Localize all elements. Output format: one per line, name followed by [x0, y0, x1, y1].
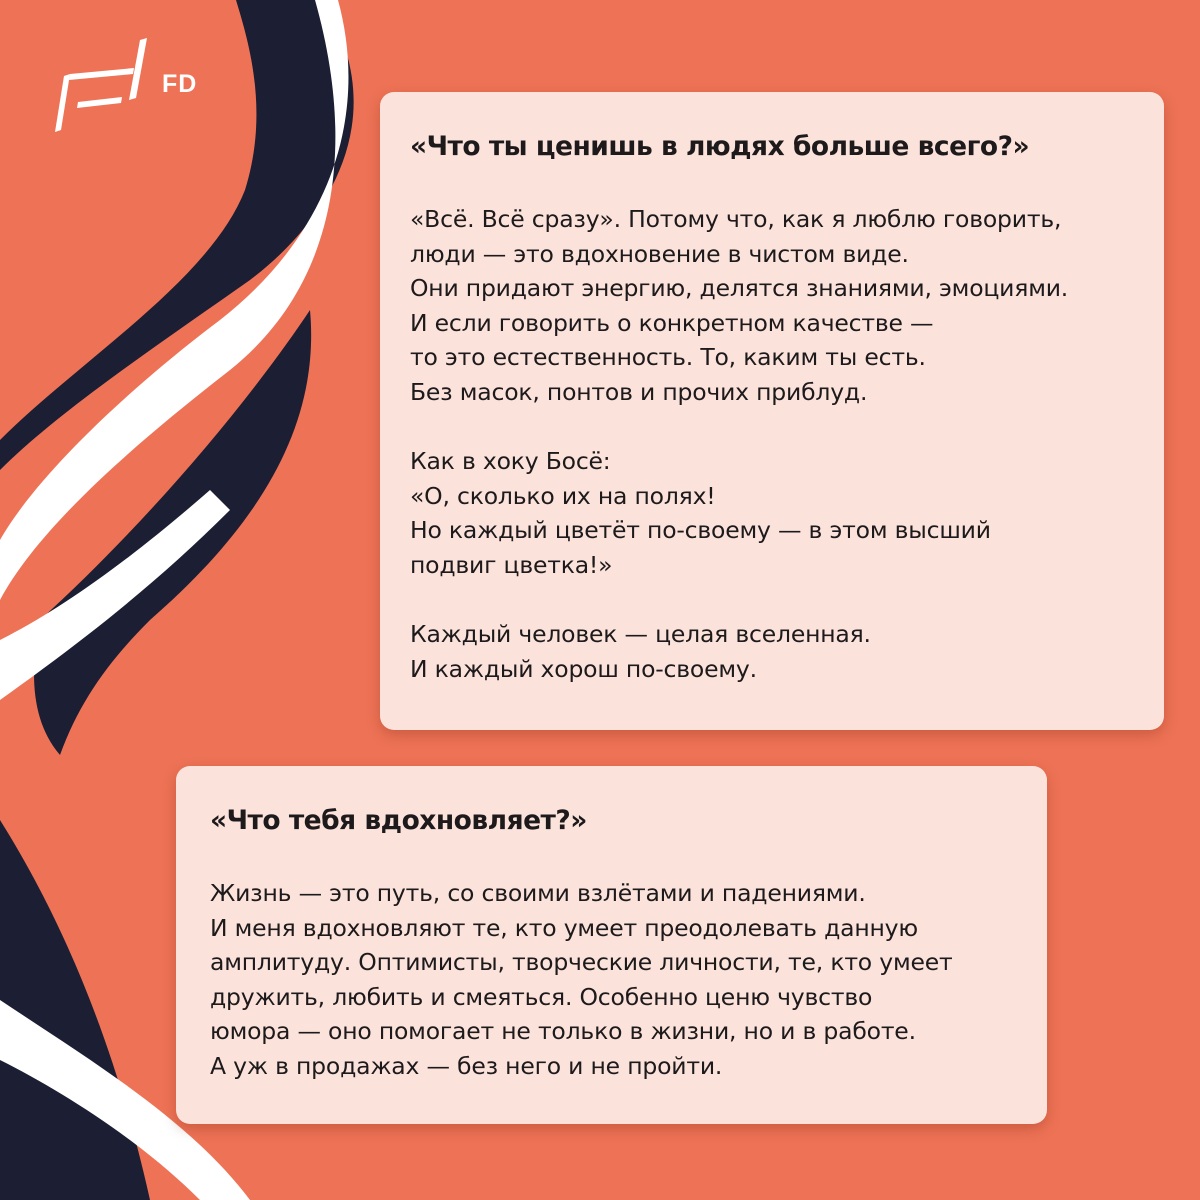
- body-line: Каждый человек — целая вселенная.: [410, 620, 871, 649]
- body-line: «Всё. Всё сразу». Потому что, как я люблю говорить,: [410, 205, 1062, 233]
- quote-card-values: [380, 92, 1164, 730]
- card-title: «Что тебя вдохновляет?»: [210, 805, 587, 836]
- body-line: И если говорить о конкретном качестве —: [410, 308, 934, 337]
- body-line: И каждый хорош по-своему.: [410, 654, 757, 683]
- body-line: И меня вдохновляют те, кто умеет преодолевать данную: [210, 913, 918, 942]
- body-line-blank: [410, 583, 1140, 618]
- card-body: [210, 876, 1023, 1084]
- body-line: А уж в продажах — без него и не пройти.: [210, 1051, 723, 1080]
- body-line: Как в хоку Босё:: [410, 447, 611, 476]
- body-line: Жизнь — это путь, со своими взлётами и падениями.: [210, 879, 866, 907]
- body-line: юмора — оно помогает не только в жизни, но и в работе.: [210, 1017, 916, 1046]
- fd-logo-mark: [52, 36, 232, 136]
- body-line: Но каждый цветёт по-своему — в этом высший: [410, 516, 991, 545]
- quote-card-inspiration: [176, 766, 1047, 1124]
- body-line: люди — это вдохновение в чистом виде.: [410, 239, 909, 268]
- body-line: Они придают энергию, делятся знаниями, эмоциями.: [410, 274, 1069, 303]
- body-line: подвиг цветка!»: [410, 550, 613, 579]
- body-line-blank: [410, 410, 1140, 445]
- logo-text: FD: [162, 70, 198, 98]
- body-line: Без масок, понтов и прочих приблуд.: [410, 377, 868, 406]
- body-line: амплитуду. Оптимисты, творческие личности, те, кто умеет: [210, 948, 953, 977]
- body-line: дружить, любить и смеяться. Особенно ценю чувство: [210, 982, 873, 1011]
- card-title: «Что ты ценишь в людях больше всего?»: [410, 131, 1030, 162]
- ribbon-dark-bottom: [0, 820, 150, 1200]
- body-line: «О, сколько их на полях!: [410, 481, 716, 510]
- card-body: [410, 202, 1140, 686]
- body-line: то это естественность. То, каким ты есть.: [410, 343, 926, 372]
